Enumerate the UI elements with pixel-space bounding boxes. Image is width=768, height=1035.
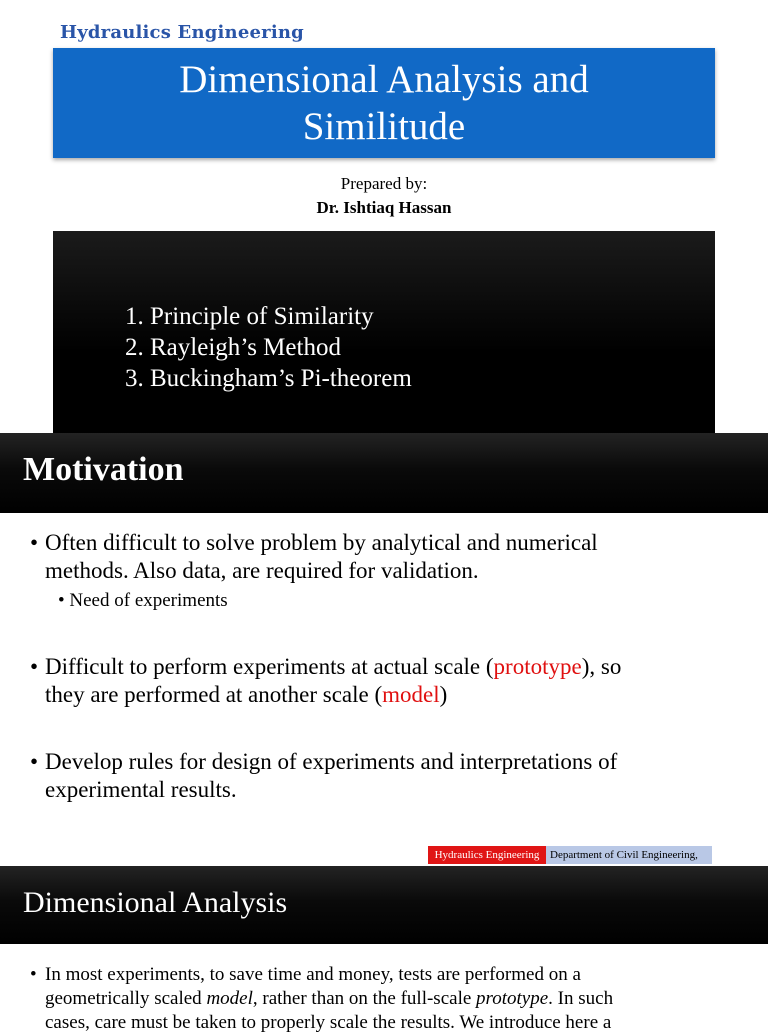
highlight-prototype: prototype: [493, 654, 582, 679]
section-title: Motivation: [23, 451, 184, 488]
text-run: Difficult to perform experiments at actual scale (: [45, 654, 494, 679]
bullet-text: [45, 653, 745, 709]
bullet-line: In most experiments, to save time and money, tests are performed on a: [45, 964, 581, 985]
text-run: ), so: [581, 654, 622, 679]
text-run: , rather than on the full-scale: [252, 988, 477, 1009]
page-title: [104, 56, 664, 150]
text-run: they are performed at another scale (: [45, 682, 383, 707]
dimensional-analysis-header: [0, 866, 768, 944]
author-name: Dr. Ishtiaq Hassan: [316, 198, 452, 217]
bullet-text: [45, 963, 745, 1035]
bullet-line: [45, 653, 745, 681]
bullet-dot-icon: •: [30, 654, 39, 679]
bullet-dot-icon: •: [30, 530, 39, 555]
footer-department-tag: Department of Civil Engineering,: [546, 846, 712, 864]
bullet-line: Often difficult to solve problem by analytical and numerical: [45, 530, 598, 555]
bullet-line: experimental results.: [45, 777, 237, 802]
bullet-dot-icon: •: [30, 749, 39, 774]
bullet-text: [45, 529, 745, 585]
sub-bullet-item: [58, 589, 228, 613]
bullet-text: [45, 748, 745, 804]
outline-item: 2. Rayleigh’s Method: [125, 334, 341, 361]
bullet-line: cases, care must be taken to properly scale the results. We introduce here a: [45, 1012, 612, 1033]
text-run: . In such: [548, 988, 614, 1009]
outline-list: [125, 301, 412, 394]
highlight-model: model: [382, 682, 440, 707]
prepared-by-block: [0, 172, 768, 220]
title-line-1: Dimensional Analysis and: [179, 58, 589, 101]
text-run: ): [439, 682, 448, 707]
title-line-2: Similitude: [302, 105, 466, 148]
bullet-line: [45, 987, 745, 1011]
course-label: Hydraulics Engineering: [60, 22, 304, 43]
title-box: [53, 48, 715, 158]
bullet-line: Develop rules for design of experiments and interpretations of: [45, 749, 618, 774]
bullet-dot-icon: •: [58, 590, 65, 611]
bullet-line: [45, 681, 745, 709]
emphasis-prototype: prototype: [476, 988, 549, 1009]
emphasis-model: model: [206, 988, 253, 1009]
outline-item: 1. Principle of Similarity: [125, 303, 374, 330]
bullet-dot-icon: •: [30, 964, 37, 985]
footer-course-tag: Hydraulics Engineering: [428, 846, 546, 864]
sub-bullet-text: Need of experiments: [69, 590, 228, 611]
outline-box: [53, 231, 715, 433]
section-title: Dimensional Analysis: [23, 886, 288, 919]
text-run: geometrically scaled: [45, 988, 207, 1009]
motivation-header: [0, 433, 768, 513]
outline-item: 3. Buckingham’s Pi-theorem: [125, 365, 412, 392]
prepared-by-label: Prepared by:: [340, 174, 428, 193]
bullet-line: methods. Also data, are required for validation.: [45, 558, 479, 583]
